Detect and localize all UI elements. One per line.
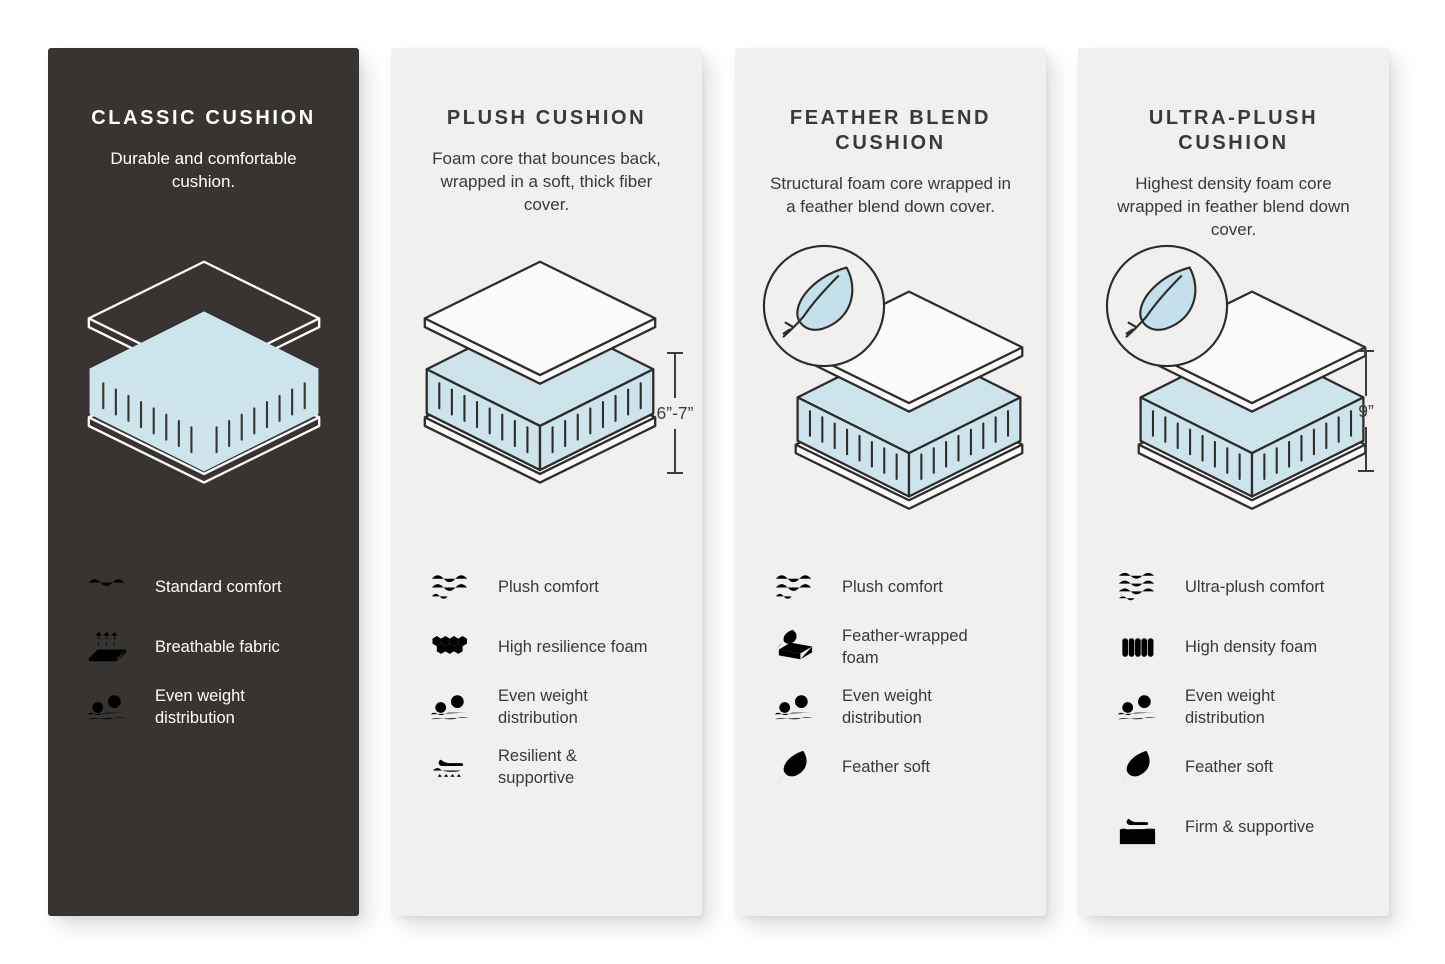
measure-value: 6”-7” <box>656 402 694 423</box>
feather-icon <box>1114 744 1161 791</box>
wave-single-icon <box>84 564 131 611</box>
feature-row <box>84 684 345 731</box>
feature-row <box>1114 804 1375 851</box>
feature-label: Firm & supportive <box>1185 817 1315 836</box>
feature-row <box>1114 564 1375 611</box>
resilient-supportive-icon <box>427 744 474 791</box>
feature-row <box>84 624 345 671</box>
feature-row <box>1114 684 1375 731</box>
feather-badge-icon <box>760 242 888 370</box>
feature-row <box>771 744 1032 791</box>
feature-row <box>427 624 688 671</box>
feature-label: Even weight distribution <box>498 687 588 727</box>
cushion-diagram <box>391 240 702 518</box>
measure-value: 9” <box>1358 400 1374 421</box>
feature-list <box>1078 518 1389 851</box>
classic-cushion-panel <box>48 48 359 916</box>
panel-description: Foam core that bounces back, wrapped in a soft, thick fiber cover. <box>432 149 661 214</box>
height-measurement <box>658 352 692 474</box>
height-measurement <box>1349 350 1383 472</box>
measure-line <box>1365 352 1367 395</box>
panel-title: ULTRA-PLUSH CUSHION <box>1148 107 1319 154</box>
plush-cushion-panel <box>391 48 702 916</box>
even-weight-icon <box>771 684 818 731</box>
feature-row <box>84 564 345 611</box>
cushion-diagram <box>735 240 1046 518</box>
feature-list <box>48 518 359 731</box>
feature-row <box>1114 624 1375 671</box>
feature-label: Ultra-plush comfort <box>1185 577 1325 596</box>
panel-title: PLUSH CUSHION <box>446 107 647 129</box>
feature-row <box>771 684 1032 731</box>
feature-row <box>427 564 688 611</box>
feature-label: Even weight distribution <box>842 687 932 727</box>
honeycomb-foam-icon <box>427 624 474 671</box>
panel-description: Durable and comfortable cushion. <box>110 149 297 191</box>
feature-label: Even weight distribution <box>1185 687 1275 727</box>
panel-header <box>48 48 359 240</box>
panel-header <box>391 48 702 240</box>
cushion-layers-illustration <box>415 256 665 496</box>
feather-wrapped-foam-icon <box>771 624 818 671</box>
feature-row <box>427 744 688 791</box>
feature-label: Breathable fabric <box>155 637 280 656</box>
panel-description: Highest density foam core wrapped in feather blend down cover. <box>1117 174 1350 239</box>
feature-label: Feather-wrapped foam <box>842 627 968 667</box>
even-weight-icon <box>1114 684 1161 731</box>
feature-label: Standard comfort <box>155 577 282 596</box>
feature-label: Feather soft <box>1185 757 1274 776</box>
measure-line <box>674 429 676 472</box>
panel-header <box>1078 48 1389 240</box>
feature-label: Resilient & supportive <box>498 747 577 787</box>
cushion-diagram <box>1078 240 1389 518</box>
panel-title: FEATHER BLEND CUSHION <box>789 107 992 154</box>
ultra-plush-cushion-panel <box>1078 48 1389 916</box>
measure-line <box>674 354 676 397</box>
feature-row <box>1114 744 1375 791</box>
feature-row <box>427 684 688 731</box>
feature-label: Feather soft <box>842 757 931 776</box>
feather-icon <box>771 744 818 791</box>
feature-label: Even weight distribution <box>155 687 245 727</box>
feather-badge-icon <box>1103 242 1231 370</box>
feature-list <box>735 518 1046 791</box>
measure-bottom-cap <box>667 472 683 474</box>
feather-blend-cushion-panel <box>735 48 1046 916</box>
feature-label: Plush comfort <box>498 577 599 596</box>
measure-line <box>1365 427 1367 470</box>
wave-double-icon <box>427 564 474 611</box>
panel-title: CLASSIC CUSHION <box>91 107 316 129</box>
wave-triple-icon <box>1114 564 1161 611</box>
even-weight-icon <box>427 684 474 731</box>
measure-bottom-cap <box>1358 470 1374 472</box>
wave-double-icon <box>771 564 818 611</box>
feature-label: Plush comfort <box>842 577 943 596</box>
panel-header <box>735 48 1046 240</box>
cushion-layers-illustration <box>79 256 329 496</box>
panel-description: Structural foam core wrapped in a feather blend down cover. <box>770 174 1011 216</box>
breathable-fabric-icon <box>84 624 131 671</box>
cushion-diagram <box>48 240 359 518</box>
feature-list <box>391 518 702 791</box>
feature-row <box>771 564 1032 611</box>
firm-supportive-icon <box>1114 804 1161 851</box>
even-weight-icon <box>84 684 131 731</box>
density-foam-icon <box>1114 624 1161 671</box>
feature-label: High density foam <box>1185 637 1318 656</box>
feature-row <box>771 624 1032 671</box>
feature-label: High resilience foam <box>498 637 648 656</box>
